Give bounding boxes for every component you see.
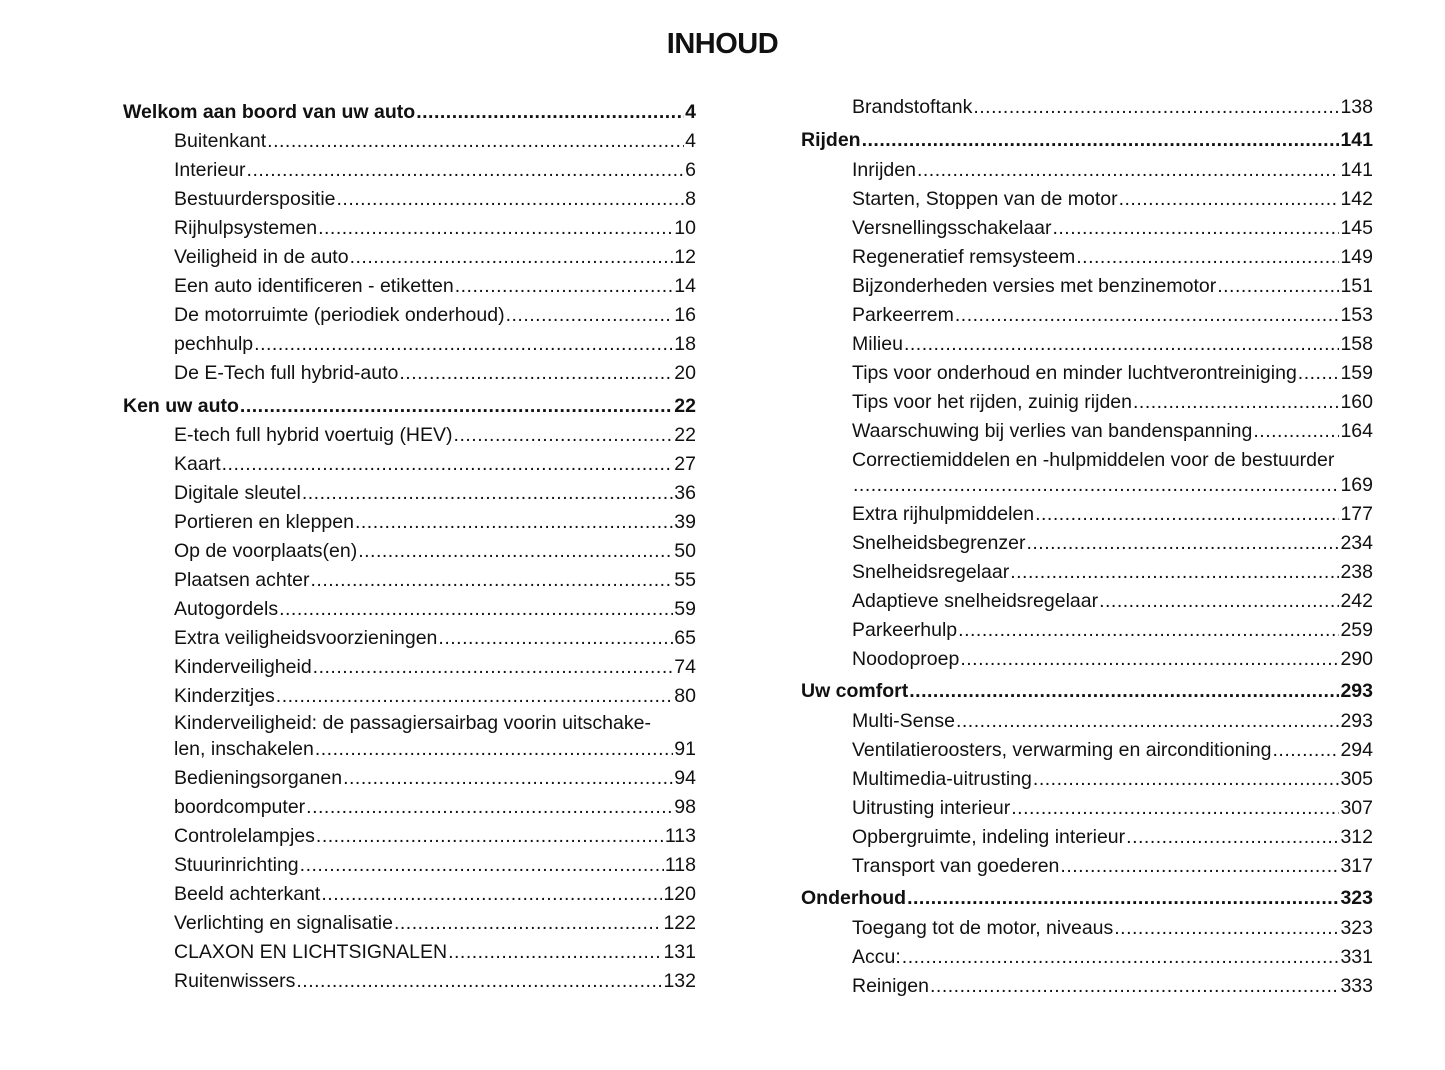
dot-leader (917, 158, 1339, 182)
toc-entry-label: pechhulp (174, 333, 254, 355)
toc-entry[interactable] (174, 274, 696, 298)
toc-entry-label: Autogordels (174, 598, 279, 620)
toc-entry-label: Tips voor het rijden, zuinig rijden (852, 391, 1132, 413)
toc-entry-label: Adaptieve snelheidsregelaar (852, 590, 1099, 612)
toc-entry[interactable] (852, 473, 1373, 497)
dot-leader (399, 361, 673, 385)
toc-entry[interactable] (174, 361, 696, 385)
toc-entry[interactable] (174, 303, 696, 327)
toc-page-number: 22 (674, 424, 696, 446)
toc-entry[interactable] (174, 187, 696, 211)
toc-entry-label: Kinderveiligheid (174, 656, 312, 678)
toc-entry-label: Extra veiligheidsvoorzieningen (174, 627, 438, 649)
dot-leader (448, 940, 662, 964)
toc-entry[interactable] (174, 158, 696, 182)
toc-entry-label: Controlelampjes (174, 825, 315, 847)
toc-entry[interactable] (852, 945, 1373, 969)
toc-page-number: 305 (1340, 768, 1373, 790)
dot-leader (350, 245, 674, 269)
toc-entry-label: Transport van goederen (852, 855, 1060, 877)
toc-entry-label: Veiligheid in de auto (174, 246, 349, 268)
toc-entry[interactable] (174, 853, 696, 877)
toc-entry-label: Regeneratief remsysteem (852, 246, 1076, 268)
toc-entry-label: Stuurinrichting (174, 854, 299, 876)
toc-entry-label: Portieren en kleppen (174, 511, 354, 533)
toc-entry-label: Plaatsen achter (174, 569, 310, 591)
dot-leader (1076, 245, 1339, 269)
dot-leader (1011, 796, 1339, 820)
toc-entry[interactable] (174, 481, 696, 505)
toc-page-number: 177 (1340, 503, 1373, 525)
dot-leader (222, 452, 674, 476)
dot-leader (454, 423, 674, 447)
toc-page-number: 234 (1340, 532, 1373, 554)
toc-entry-label: Opbergruimte, indeling interieur (852, 826, 1126, 848)
dot-leader (973, 95, 1339, 119)
toc-page-number: 141 (1340, 159, 1373, 181)
dot-leader (438, 626, 673, 650)
toc-entry[interactable] (852, 216, 1373, 240)
toc-entry-label: Rijden (801, 129, 861, 151)
toc-entry[interactable] (852, 738, 1373, 762)
toc-entry-label: Multi-Sense (852, 710, 955, 732)
dot-leader (416, 100, 684, 124)
dot-leader (862, 128, 1340, 152)
toc-entry-label: Ventilatieroosters, verwarming en airconditioning (852, 739, 1272, 761)
toc-entry-label: Bestuurderspositie (174, 188, 336, 210)
dot-leader (318, 216, 673, 240)
toc-entry-label-line1[interactable]: Correctiemiddelen en -hulpmiddelen voor de bestuurder (852, 449, 1335, 471)
toc-entry-label: Tips voor onderhoud en minder luchtverontreiniging (852, 362, 1297, 384)
dot-leader (306, 795, 673, 819)
dot-leader (506, 303, 674, 327)
toc-entry-label: Toegang tot de motor, niveaus (852, 917, 1114, 939)
toc-entry[interactable] (174, 452, 696, 476)
toc-entry-label: len, inschakelen (174, 738, 314, 760)
toc-section-heading[interactable] (801, 886, 1373, 910)
dot-leader (1010, 560, 1339, 584)
toc-entry[interactable] (174, 626, 696, 650)
toc-page-number: 132 (663, 970, 696, 992)
dot-leader (343, 766, 673, 790)
toc-entry-label: Starten, Stoppen van de motor (852, 188, 1118, 210)
toc-entry[interactable] (174, 911, 696, 935)
dot-leader (455, 274, 674, 298)
toc-entry[interactable] (174, 332, 696, 356)
toc-entry-label: Digitale sleutel (174, 482, 301, 504)
toc-entry[interactable] (852, 390, 1373, 414)
toc-entry[interactable] (174, 245, 696, 269)
toc-entry[interactable] (852, 531, 1373, 555)
dot-leader (1033, 767, 1340, 791)
toc-page-number: 331 (1340, 946, 1373, 968)
dot-leader (1052, 216, 1339, 240)
toc-page-number: 131 (663, 941, 696, 963)
toc-page-number: 317 (1340, 855, 1373, 877)
toc-entry[interactable] (852, 361, 1373, 385)
toc-page-number: 14 (674, 275, 696, 297)
toc-page-number: 8 (685, 188, 696, 210)
toc-entry-label: Buitenkant (174, 130, 267, 152)
toc-entry[interactable] (174, 129, 696, 153)
toc-entry[interactable] (852, 303, 1373, 327)
toc-page-number: 55 (674, 569, 696, 591)
toc-page-number: 4 (685, 130, 696, 152)
toc-page-number: 159 (1340, 362, 1373, 384)
dot-leader (853, 473, 1339, 497)
page-title: INHOUD (666, 28, 779, 60)
dot-leader (300, 853, 664, 877)
toc-page-number: 113 (664, 825, 696, 847)
toc-entry[interactable] (852, 854, 1373, 878)
toc-page-number: 169 (1340, 474, 1373, 496)
toc-entry[interactable] (174, 684, 696, 708)
toc-entry-label: Bedieningsorganen (174, 767, 343, 789)
toc-entry-label: Ruitenwissers (174, 970, 296, 992)
toc-page-number: 36 (674, 482, 696, 504)
toc-page-number: 20 (674, 362, 696, 384)
toc-entry-label: Accu: (852, 946, 901, 968)
toc-page-number: 323 (1340, 917, 1373, 939)
toc-entry[interactable] (852, 709, 1373, 733)
toc-page-number: 294 (1340, 739, 1373, 761)
dot-leader (956, 709, 1339, 733)
dot-leader (313, 655, 674, 679)
toc-page-number: 151 (1340, 275, 1373, 297)
toc-entry-label: E-tech full hybrid voertuig (HEV) (174, 424, 453, 446)
dot-leader (394, 911, 662, 935)
toc-entry[interactable] (174, 655, 696, 679)
toc-page-number: 158 (1340, 333, 1373, 355)
dot-leader (321, 882, 662, 906)
toc-entry-label: CLAXON EN LICHTSIGNALEN (174, 941, 448, 963)
dot-leader (960, 647, 1339, 671)
toc-page-number: 153 (1340, 304, 1373, 326)
dot-leader (1126, 825, 1339, 849)
toc-page-number: 39 (674, 511, 696, 533)
dot-leader (316, 824, 664, 848)
toc-page-number: 98 (674, 796, 696, 818)
toc-entry-label: Milieu (852, 333, 903, 355)
toc-entry[interactable] (852, 95, 1373, 119)
toc-page-number: 80 (674, 685, 696, 707)
dot-leader (1035, 502, 1339, 526)
toc-page-number: 120 (663, 883, 696, 905)
toc-entry-label: Kaart (174, 453, 221, 475)
toc-entry-label: Snelheidsbegrenzer (852, 532, 1026, 554)
toc-entry-label: Bijzonderheden versies met benzinemotor (852, 275, 1217, 297)
toc-entry-label: Ken uw auto (123, 395, 239, 417)
toc-entry-label-line1[interactable]: Kinderveiligheid: de passagiersairbag voorin uitschake- (174, 712, 651, 734)
toc-entry-label: Op de voorplaats(en) (174, 540, 358, 562)
dot-leader (904, 332, 1340, 356)
toc-page-number: 145 (1340, 217, 1373, 239)
dot-leader (1133, 390, 1339, 414)
dot-leader (909, 679, 1339, 703)
toc-entry[interactable] (174, 737, 696, 761)
toc-page-number: 59 (674, 598, 696, 620)
toc-entry[interactable] (852, 767, 1373, 791)
toc-entry[interactable] (174, 539, 696, 563)
toc-entry[interactable] (174, 423, 696, 447)
toc-entry[interactable] (174, 510, 696, 534)
toc-entry[interactable] (852, 502, 1373, 526)
toc-entry-label: Extra rijhulpmiddelen (852, 503, 1035, 525)
toc-entry[interactable] (174, 795, 696, 819)
toc-page-number: 74 (674, 656, 696, 678)
dot-leader (358, 539, 673, 563)
toc-entry[interactable] (852, 589, 1373, 613)
toc-entry[interactable] (174, 568, 696, 592)
dot-leader (240, 394, 673, 418)
toc-entry-label: Waarschuwing bij verlies van bandenspanning (852, 420, 1253, 442)
toc-entry[interactable] (852, 618, 1373, 642)
toc-section-heading[interactable] (801, 679, 1373, 703)
dot-leader (254, 332, 673, 356)
toc-entry-label: Uitrusting interieur (852, 797, 1011, 819)
toc-page-number: 6 (685, 159, 696, 181)
dot-leader (1099, 589, 1339, 613)
toc-entry[interactable] (852, 647, 1373, 671)
toc-page-number: 160 (1340, 391, 1373, 413)
toc-page-number: 94 (674, 767, 696, 789)
dot-leader (355, 510, 673, 534)
toc-page-number: 164 (1340, 420, 1373, 442)
dot-leader (1026, 531, 1339, 555)
toc-entry-label: Een auto identificeren - etiketten (174, 275, 454, 297)
toc-entry[interactable] (852, 560, 1373, 584)
toc-entry[interactable] (852, 916, 1373, 940)
dot-leader (1272, 738, 1339, 762)
dot-leader (907, 886, 1339, 910)
toc-entry-label: Kinderzitjes (174, 685, 275, 707)
toc-page-number: 259 (1340, 619, 1373, 641)
dot-leader (296, 969, 662, 993)
dot-leader (930, 974, 1339, 998)
toc-entry-label: Versnellingsschakelaar (852, 217, 1052, 239)
toc-page-number: 91 (674, 738, 696, 760)
toc-page-number: 307 (1340, 797, 1373, 819)
toc-entry[interactable] (174, 940, 696, 964)
toc-entry[interactable] (852, 245, 1373, 269)
toc-entry[interactable] (852, 187, 1373, 211)
toc-entry-label: Brandstoftank (852, 96, 973, 118)
toc-page-number: 323 (1340, 887, 1373, 909)
toc-entry-label: Beeld achterkant (174, 883, 321, 905)
toc-page-number: 242 (1340, 590, 1373, 612)
toc-entry[interactable] (174, 824, 696, 848)
toc-section-heading[interactable] (801, 128, 1373, 152)
toc-entry[interactable] (174, 216, 696, 240)
toc-section-heading[interactable] (123, 100, 696, 124)
toc-entry[interactable] (174, 969, 696, 993)
toc-entry-label: Multimedia-uitrusting (852, 768, 1032, 790)
toc-entry[interactable] (852, 419, 1373, 443)
toc-entry[interactable] (852, 332, 1373, 356)
toc-page-number: 141 (1340, 129, 1373, 151)
dot-leader (1119, 187, 1340, 211)
toc-page-number: 293 (1340, 710, 1373, 732)
toc-entry-label: Interieur (174, 159, 246, 181)
toc-entry-label: boordcomputer (174, 796, 306, 818)
toc-entry[interactable] (852, 274, 1373, 298)
dot-leader (1298, 361, 1340, 385)
toc-page-number: 149 (1340, 246, 1373, 268)
dot-leader (1253, 419, 1339, 443)
dot-leader (267, 129, 684, 153)
dot-leader (311, 568, 674, 592)
toc-page-number: 10 (674, 217, 696, 239)
dot-leader (902, 945, 1340, 969)
toc-entry-label: Welkom aan boord van uw auto (123, 101, 416, 123)
toc-entry[interactable] (852, 796, 1373, 820)
dot-leader (1060, 854, 1339, 878)
toc-entry[interactable] (174, 882, 696, 906)
toc-page-number: 142 (1340, 188, 1373, 210)
toc-page-number: 290 (1340, 648, 1373, 670)
dot-leader (955, 303, 1340, 327)
toc-page-number: 50 (674, 540, 696, 562)
toc-page-number: 27 (674, 453, 696, 475)
toc-page-number: 65 (674, 627, 696, 649)
toc-entry-label: Verlichting en signalisatie (174, 912, 393, 934)
toc-entry-label: De E-Tech full hybrid-auto (174, 362, 399, 384)
toc-entry-label: Parkeerhulp (852, 619, 958, 641)
toc-entry-label: Onderhoud (801, 887, 907, 909)
dot-leader (958, 618, 1339, 642)
dot-leader (247, 158, 685, 182)
dot-leader (1217, 274, 1339, 298)
toc-page-number: 22 (674, 395, 696, 417)
toc-page-number: 312 (1340, 826, 1373, 848)
toc-section-heading[interactable] (123, 394, 696, 418)
toc-page-number: 333 (1340, 975, 1373, 997)
toc-page-number: 238 (1340, 561, 1373, 583)
dot-leader (276, 684, 674, 708)
toc-entry-label: Parkeerrem (852, 304, 954, 326)
dot-leader (302, 481, 673, 505)
toc-page-number: 293 (1340, 680, 1373, 702)
toc-page-number: 18 (674, 333, 696, 355)
toc-entry-label: Rijhulpsystemen (174, 217, 318, 239)
toc-page-number: 122 (663, 912, 696, 934)
toc-entry[interactable] (852, 158, 1373, 182)
toc-entry[interactable] (174, 766, 696, 790)
toc-entry-label: Noodoproep (852, 648, 960, 670)
dot-leader (1114, 916, 1339, 940)
toc-entry[interactable] (852, 825, 1373, 849)
toc-page-number: 12 (674, 246, 696, 268)
dot-leader (337, 187, 685, 211)
toc-entry-label: Inrijden (852, 159, 916, 181)
toc-entry-label: De motorruimte (periodiek onderhoud) (174, 304, 505, 326)
toc-entry[interactable] (852, 974, 1373, 998)
dot-leader (315, 737, 673, 761)
toc-page-number: 138 (1340, 96, 1373, 118)
toc-entry-label: Snelheidsregelaar (852, 561, 1010, 583)
toc-entry-label: Uw comfort (801, 680, 909, 702)
dot-leader (279, 597, 673, 621)
toc-page-number: 16 (674, 304, 696, 326)
toc-entry-label: Reinigen (852, 975, 929, 997)
toc-page-number: 4 (685, 101, 696, 123)
toc-page-number: 118 (664, 854, 696, 876)
toc-entry[interactable] (174, 597, 696, 621)
